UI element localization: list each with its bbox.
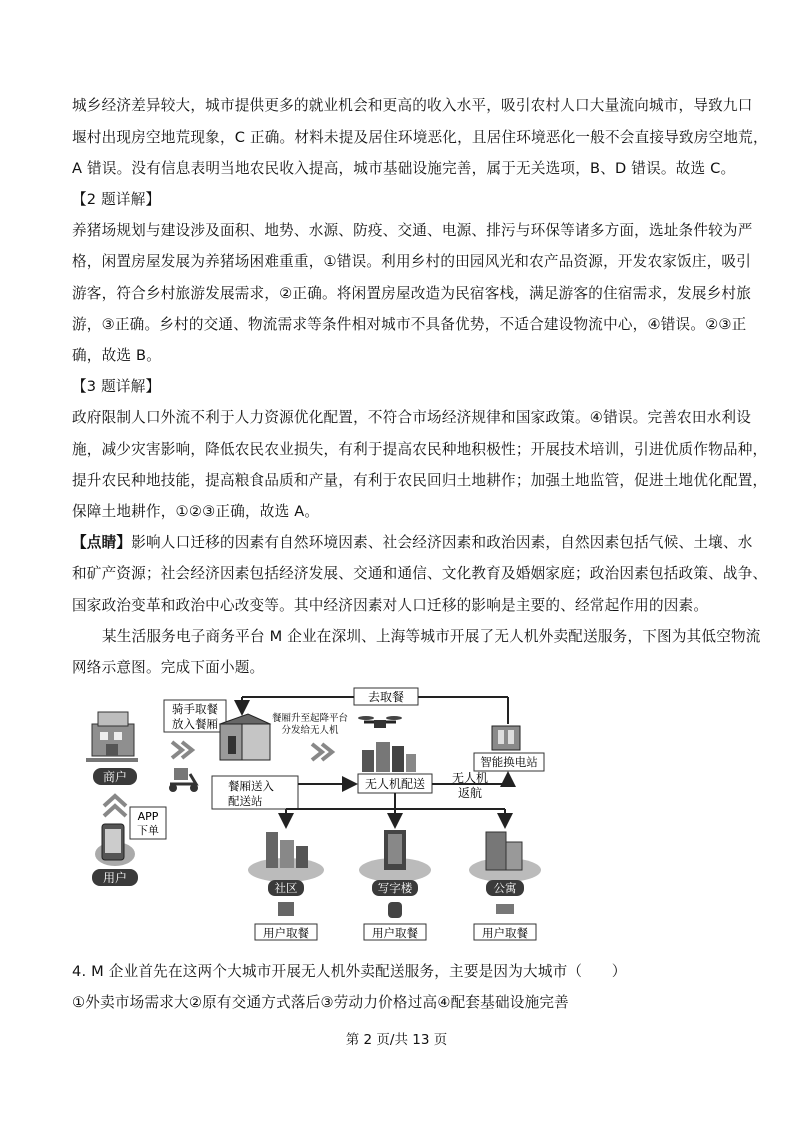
lift-label-2: 分发给无人机 [281, 725, 339, 736]
battery-station-label: 智能换电站 [480, 755, 538, 769]
section-heading-3: 【3 题详解】 [72, 378, 161, 395]
text-line: 政府限制人口外流不利于人力资源优化配置，不符合市场经济规律和国家政策。④错误。完善农田水利设 [72, 409, 752, 426]
text-line: 提升农民种地技能，提高粮食品质和产量，有利于农民回归土地耕作；加强土地监管，促进土地优化配置， [72, 472, 768, 489]
return-label-2: 返航 [457, 786, 483, 800]
app-order-label-2: 下单 [137, 824, 159, 837]
text-line: 格，闲置房屋发展为养猪场困难重重，①错误。利用乡村的田园风光和农产品资源，开发农家饭庄，吸引 [72, 253, 752, 270]
text-line: 保障土地耕作，①②③正确，故选 A。 [72, 503, 320, 520]
apartment-icon [469, 832, 541, 882]
text-line: 国家政治变革和政治中心改变等。其中经济因素对人口迁移的影响是主要的、经常起作用的因素。 [72, 597, 709, 614]
text-line: 城乡经济差异较大，城市提供更多的就业机会和更高的收入水平，吸引农村人口大量流向城市，导致九口 [72, 97, 753, 114]
lift-label-1: 餐厢升至起降平台 [271, 713, 349, 724]
text-line: 游，③正确。乡村的交通、物流需求等条件相对城市不具备优势，不适合建设物流中心，④错误。②③正 [72, 316, 747, 333]
pickup-locker-icon [278, 902, 294, 916]
drone-delivery-label: 无人机配送 [364, 777, 426, 791]
pickup-label: 去取餐 [367, 690, 405, 704]
city-buildings-icon [362, 742, 416, 772]
chevron-right-icon [172, 742, 192, 758]
app-order-label-1: APP [137, 810, 159, 823]
battery-station-icon [492, 726, 520, 750]
tip-text: 影响人口迁移的因素有自然环境因素、社会经济因素和政治因素，自然因素包括气候、土壤、水 [131, 534, 753, 551]
scooter-rider-icon [169, 768, 198, 792]
merchant-label: 商户 [102, 770, 128, 784]
station-label-2: 配送站 [228, 794, 263, 808]
chevron-right-icon [312, 744, 332, 760]
text-line: A 错误。没有信息表明当地农民收入提高，城市基础设施完善，属于无关选项，B、D 错误。故选 C。 [72, 160, 736, 177]
text-line: 网络示意图。完成下面小题。 [72, 659, 265, 676]
question-4: 4. M 企业首先在这两个大城市开展无人机外卖配送服务，主要是因为大城市（ ） [72, 963, 627, 980]
rider-label-1: 骑手取餐 [172, 702, 218, 716]
logistics-diagram [78, 684, 558, 946]
text-line: 游客，符合乡村旅游发展需求，②正确。将闲置房屋改造为民宿客栈，满足游客的住宿需求，发展乡村旅 [72, 285, 752, 302]
user-label: 用户 [102, 871, 128, 885]
section-heading-2: 【2 题详解】 [72, 191, 161, 208]
station-label-1: 餐厢送入 [228, 779, 274, 793]
office-label: 写字楼 [377, 881, 413, 895]
user-pickup-label: 用户取餐 [372, 926, 418, 940]
intro-line: 某生活服务电子商务平台 M 企业在深圳、上海等城市开展了无人机外卖配送服务，下图为其低空物流 [102, 628, 761, 645]
chevron-up-icon [104, 796, 126, 816]
apartment-label: 公寓 [493, 881, 517, 895]
return-label-1: 无人机 [451, 771, 489, 785]
merchant-icon [86, 712, 138, 762]
question-4-options: ①外卖市场需求大②原有交通方式落后③劳动力价格过高④配套基础设施完善 [72, 994, 569, 1011]
community-label: 社区 [274, 881, 298, 895]
pickup-locker-icon [496, 904, 514, 914]
drone-icon [358, 716, 402, 728]
text-line: 和矿产资源；社会经济因素包括经济发展、交通和通信、文化教育及婚姻家庭；政治因素包括政策、战争、 [72, 565, 768, 582]
phone-icon [95, 824, 135, 866]
pickup-locker-icon [388, 902, 402, 918]
text-line: 施，减少灾害影响，降低农民农业损失，有利于提高农民种地积极性；开展技术培训，引进优质作物品种， [72, 441, 768, 458]
tip-label: 【点睛】 [72, 534, 132, 551]
user-pickup-label: 用户取餐 [263, 926, 309, 940]
office-building-icon [359, 830, 431, 882]
rider-label-2: 放入餐厢 [172, 717, 218, 731]
community-icon [248, 832, 324, 882]
user-pickup-label: 用户取餐 [482, 926, 528, 940]
text-line: 堰村出现房空地荒现象，C 正确。材料未提及居住环境恶化，且居住环境恶化一般不会直接导致房空地荒， [72, 129, 768, 146]
text-line: 养猪场规划与建设涉及面积、地势、水源、防疫、交通、电源、排污与环保等诸多方面，选址条件较为严 [72, 222, 753, 239]
page-footer: 第 2 页/共 13 页 [345, 1032, 448, 1048]
tip-line [72, 533, 753, 553]
text-line: 确，故选 B。 [72, 347, 162, 364]
kiosk-icon [220, 714, 270, 760]
